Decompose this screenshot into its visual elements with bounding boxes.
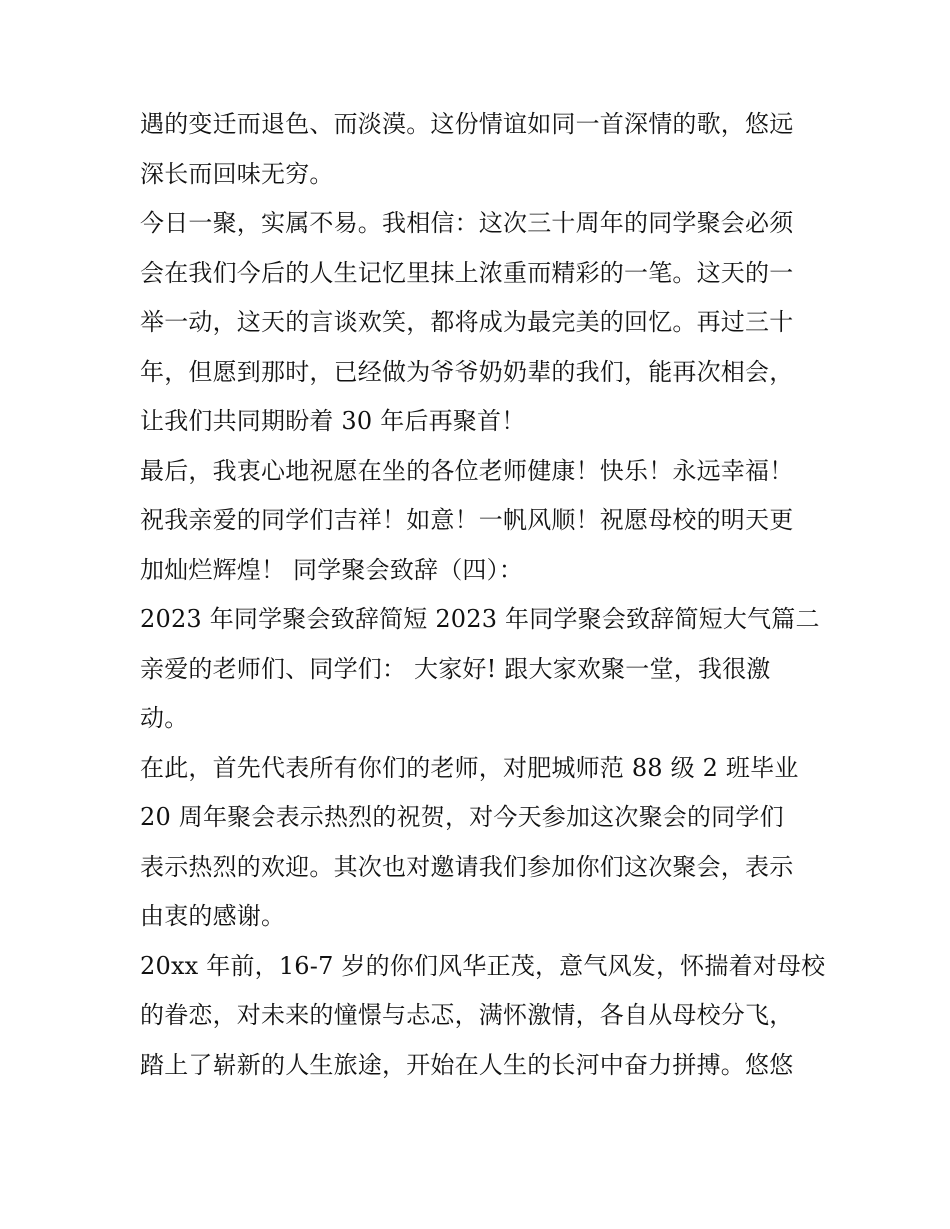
- text-line: 20 周年聚会表示热烈的祝贺，对今天参加这次聚会的同学们: [140, 803, 784, 831]
- text-line: 2023 年同学聚会致辞简短 2023 年同学聚会致辞简短大气篇二: [140, 605, 820, 633]
- text-line: 会在我们今后的人生记忆里抹上浓重而精彩的一笔。这天的一: [140, 258, 794, 287]
- text-line: 最后，我衷心地祝愿在坐的各位老师健康！快乐！永远幸福！: [140, 456, 794, 485]
- text-line: 深长而回味无穷。: [140, 159, 334, 188]
- document-body: [140, 100, 830, 1090]
- text-line: 由衷的感谢。: [140, 902, 286, 930]
- text-line: 举一动，这天的言谈欢笑，都将成为最完美的回忆。再过三十: [140, 308, 794, 336]
- text-line: 加灿烂辉煌！ 同学聚会致辞（四）：: [140, 555, 524, 584]
- text-line: 动。: [140, 704, 189, 732]
- text-line: 20xx 年前，16-7 岁的你们风华正茂，意气风发，怀揣着对母校: [140, 951, 826, 980]
- text-line: 在此，首先代表所有你们的老师，对肥城师范 88 级 2 班毕业: [140, 753, 799, 782]
- text-line: 遇的变迁而退色、而淡漠。这份情谊如同一首深情的歌，悠远: [140, 110, 794, 138]
- text-line: 祝我亲爱的同学们吉祥！如意！一帆风顺！祝愿母校的明天更: [140, 506, 794, 534]
- text-line: 的眷恋，对未来的憧憬与忐忑，满怀激情，各自从母校分飞，: [140, 1001, 794, 1029]
- text-line: 踏上了崭新的人生旅途，开始在人生的长河中奋力拼搏。悠悠: [140, 1050, 794, 1079]
- text-line: 年，但愿到那时，已经做为爷爷奶奶辈的我们，能再次相会，: [140, 357, 794, 386]
- text-line: 让我们共同期盼着 30 年后再聚首！: [140, 407, 526, 435]
- text-line: 今日一聚，实属不易。我相信：这次三十周年的同学聚会必须: [140, 209, 794, 237]
- text-line: 亲爱的老师们、同学们： 大家好! 跟大家欢聚一堂，我很激: [140, 654, 771, 683]
- text-line: 表示热烈的欢迎。其次也对邀请我们参加你们这次聚会，表示: [140, 852, 794, 881]
